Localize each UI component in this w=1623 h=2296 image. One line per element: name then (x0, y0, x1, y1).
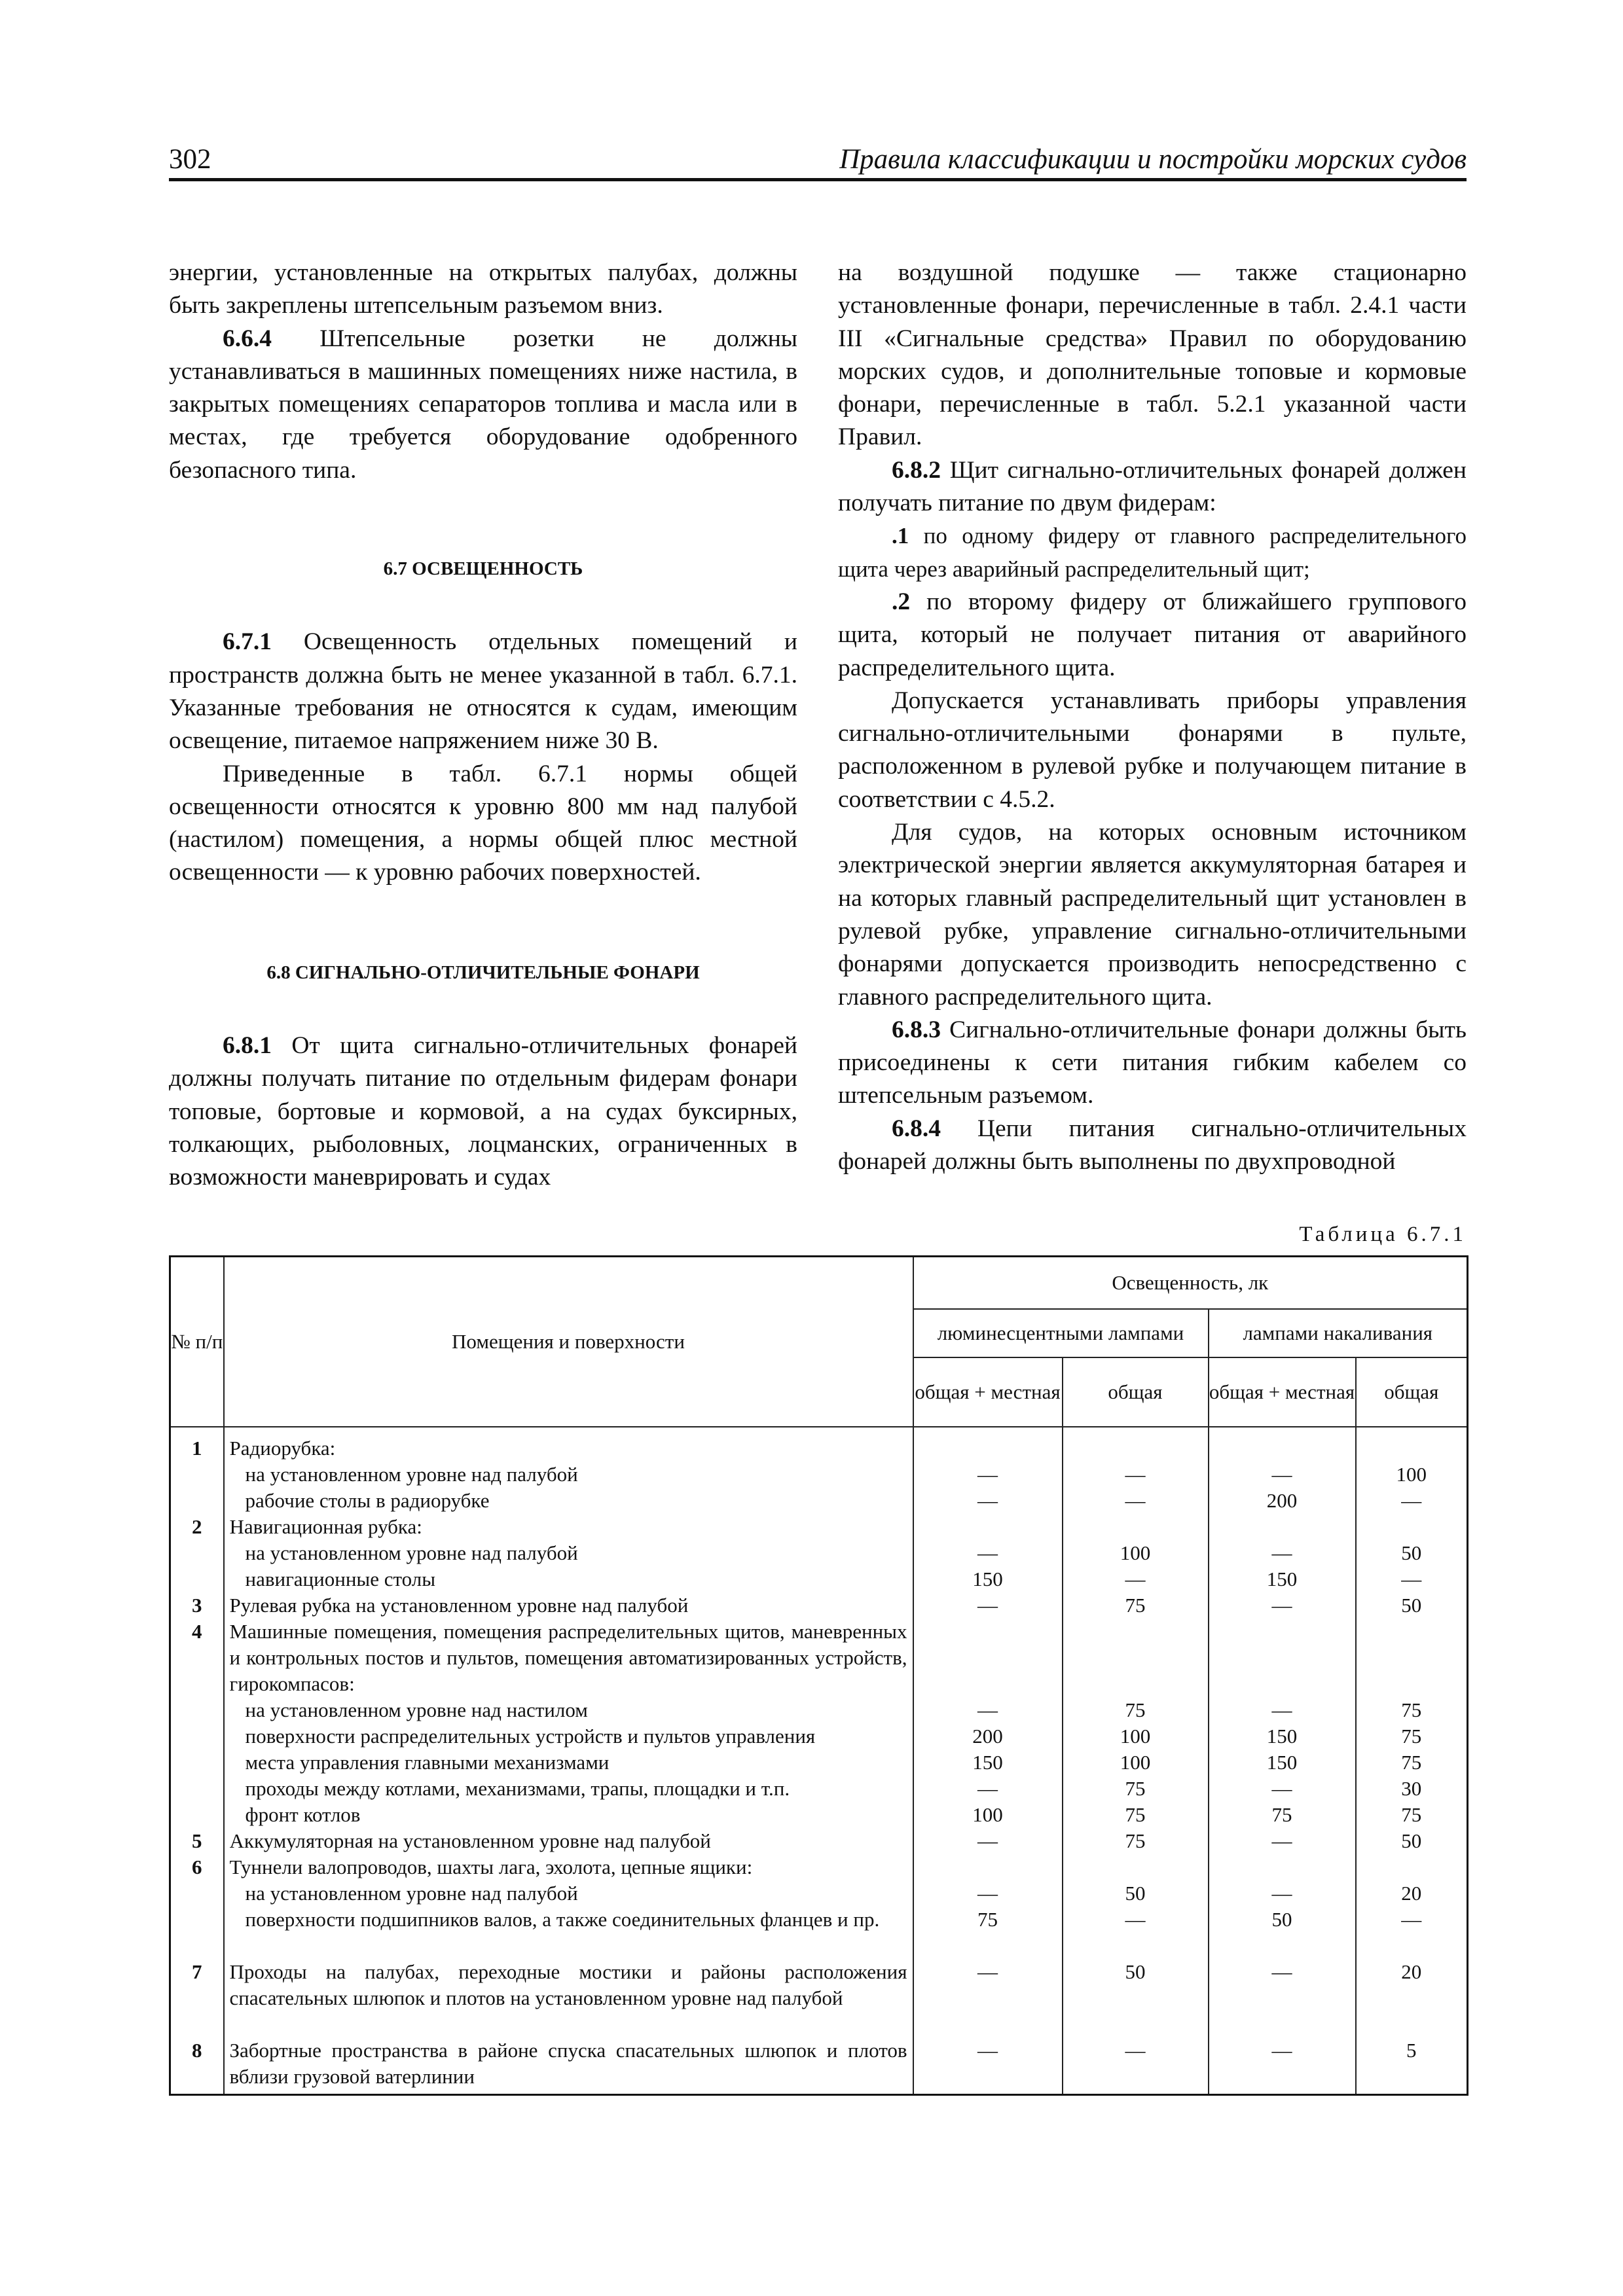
value (1209, 1514, 1355, 1540)
description-line: на установленном уровне над палубой (245, 1882, 578, 1905)
value: — (1125, 1463, 1146, 1486)
row-number: 2 (170, 1514, 224, 1592)
value (1357, 1854, 1467, 1880)
value: — (1125, 1908, 1146, 1931)
value-cell (1209, 1514, 1356, 1592)
value: 150 (972, 1568, 1003, 1590)
row-description (224, 1619, 913, 1828)
value: 75 (1125, 1803, 1146, 1826)
value: 50 (1125, 1882, 1146, 1905)
value: — (1125, 2039, 1146, 2062)
value: — (977, 1882, 998, 1905)
header-rule (169, 178, 1467, 181)
value: 50 (1271, 1908, 1292, 1931)
value: 50 (1125, 1960, 1146, 1983)
value-cell (1356, 1619, 1468, 1828)
value: — (1271, 1777, 1292, 1800)
paragraph: на воздушной подушке — также стационарно установленные фонари, перечисленные в табл. 2.4.1 части III «Сигнальные средства» Правил по оборудованию морских судов, и дополнительные топовые и кормовые фонари, перечисленные в табл. 5.2.1 указанной части Правил. (838, 259, 1467, 451)
value: 75 (977, 1908, 998, 1931)
value: 100 (1120, 1751, 1151, 1774)
clause-number: 6.6.4 (223, 325, 272, 352)
value: 20 (1401, 1960, 1422, 1983)
value: 150 (972, 1751, 1003, 1774)
value: — (977, 1829, 998, 1852)
row-number: 6 (170, 1854, 224, 1959)
table-row (170, 1619, 1468, 1828)
page-number: 302 (169, 144, 211, 175)
value: — (1401, 1908, 1422, 1931)
value: — (1401, 1568, 1422, 1590)
description-line: Радиорубка: (229, 1437, 336, 1460)
column-header-incandescent: лампами накаливания (1209, 1309, 1468, 1357)
paragraph: Приведенные в табл. 6.7.1 нормы общей освещенности относятся к уровню 800 мм над палубой (настилом) помещения, а нормы общей плюс местной освещенности — к уровню рабочих поверхностей. (169, 760, 797, 886)
value-cell (1356, 1427, 1468, 1514)
value-cell (1356, 1514, 1468, 1592)
column-header-general-local: общая + местная (1209, 1357, 1356, 1427)
value: 50 (1401, 1594, 1422, 1617)
column-header-general: общая (1063, 1357, 1209, 1427)
value-cell (1356, 2037, 1468, 2095)
value: 30 (1401, 1777, 1422, 1800)
table-row (170, 1828, 1468, 1854)
column-header-description: Помещения и поверхности (224, 1257, 913, 1427)
value-cell (913, 1592, 1063, 1619)
description-line: фронт котлов (245, 1803, 361, 1826)
value-cell (913, 1828, 1063, 1854)
value: 150 (1266, 1568, 1298, 1590)
value: 100 (972, 1803, 1003, 1826)
value (1209, 1435, 1355, 1462)
value-cell (1063, 1619, 1209, 1828)
row-number: 5 (170, 1828, 224, 1854)
description-line: навигационные столы (245, 1568, 436, 1590)
value (1063, 1619, 1208, 1697)
column-header-fluorescent: люминесцентными лампами (913, 1309, 1209, 1357)
value (1063, 1435, 1208, 1462)
value (1063, 1854, 1208, 1880)
clause-number: 6.7.1 (223, 628, 272, 656)
value: 75 (1401, 1751, 1422, 1774)
value: 75 (1401, 1698, 1422, 1721)
table-row (170, 1514, 1468, 1592)
value: 20 (1401, 1882, 1422, 1905)
value: — (1271, 1882, 1292, 1905)
value-cell (1209, 1619, 1356, 1828)
table-row (170, 1854, 1468, 1959)
description-line: на установленном уровне над настилом (245, 1698, 588, 1721)
value: — (977, 1777, 998, 1800)
table-row (170, 2037, 1468, 2095)
value: 5 (1406, 2039, 1417, 2062)
description-line: Забортные пространства в районе спуска спасательных шлюпок и плотов вблизи грузовой ватерлинии (229, 2039, 907, 2088)
value (1209, 1854, 1355, 1880)
column-header-illuminance: Освещенность, лк (913, 1257, 1468, 1310)
value-cell (1063, 2037, 1209, 2095)
value: 50 (1401, 1541, 1422, 1564)
value: — (977, 1463, 998, 1486)
value: — (1271, 1829, 1292, 1852)
value-cell (1209, 1854, 1356, 1959)
value-cell (1063, 1828, 1209, 1854)
value-cell (1063, 1514, 1209, 1592)
value: 75 (1125, 1698, 1146, 1721)
value (914, 1514, 1062, 1540)
description-line: Аккумуляторная на установленном уровне над палубой (229, 1829, 711, 1852)
clause-number: 6.8.4 (892, 1115, 941, 1142)
paragraph-6-6-4: 6.6.4 Штепсельные розетки не должны устанавливаться в машинных помещениях ниже настила, в закрытых помещениях сепараторов топлива и масла или в местах, где требуется оборудование одобренного безопасного типа. (169, 325, 797, 484)
value: — (1401, 1489, 1422, 1512)
value-cell (913, 1959, 1063, 2037)
paragraph-6-8-1: 6.8.1 От щита сигнально-отличительных фонарей должны получать питание по отдельным фидерам фонари топовые, бортовые и кормовой, а на судах буксирных, толкающих, рыболовных, лоцманских, ограниченных в возможности маневрировать и судах (169, 1032, 797, 1191)
value-cell (1063, 1959, 1209, 2037)
description-line: Навигационная рубка: (229, 1515, 422, 1538)
value (914, 1854, 1062, 1880)
description-line: на установленном уровне над палубой (245, 1541, 578, 1564)
value (914, 1619, 1062, 1697)
value-cell (1356, 1959, 1468, 2037)
value: 100 (1120, 1725, 1151, 1748)
value-cell (1209, 2037, 1356, 2095)
row-number: 8 (170, 2037, 224, 2095)
value: — (1271, 1960, 1292, 1983)
list-item-2: .2 по второму фидеру от ближайшего группового щита, который не получает питания от аварийного распределительного щита. (838, 588, 1467, 681)
description-line: рабочие столы в радиорубке (245, 1489, 490, 1512)
right-column (838, 257, 1467, 1178)
value: 200 (972, 1725, 1003, 1748)
value: 200 (1266, 1489, 1298, 1512)
value: — (977, 1489, 998, 1512)
row-description (224, 1592, 913, 1619)
description-line: места управления главными механизмами (245, 1751, 610, 1774)
value: 75 (1271, 1803, 1292, 1826)
description-line: Рулевая рубка на установленном уровне над палубой (229, 1594, 689, 1617)
value: 75 (1125, 1594, 1146, 1617)
value-cell (913, 1854, 1063, 1959)
paragraph: Допускается устанавливать приборы управления сигнально-отличительными фонарями в пульте, расположенном в рулевой рубке и получающем питание в соответствии с 4.5.2. (838, 687, 1467, 813)
paragraph: энергии, установленные на открытых палубах, должны быть закреплены штепсельным разъемом вниз. (169, 259, 797, 319)
value: — (977, 1594, 998, 1617)
value-cell (1356, 1592, 1468, 1619)
value: — (977, 1541, 998, 1564)
value: — (1271, 1594, 1292, 1617)
page-header (169, 143, 1467, 179)
paragraph-6-8-4: 6.8.4 Цепи питания сигнально-отличительных фонарей должны быть выполнены по двухпроводной (838, 1115, 1467, 1175)
value: 75 (1125, 1829, 1146, 1852)
value (1357, 1619, 1467, 1697)
value: — (977, 1698, 998, 1721)
value: 150 (1266, 1725, 1298, 1748)
table-row (170, 1427, 1468, 1514)
list-item-number: .2 (892, 588, 911, 615)
row-description (224, 1427, 913, 1514)
value: — (1271, 1541, 1292, 1564)
value-cell (1063, 1427, 1209, 1514)
table-body (170, 1427, 1468, 2095)
value: — (1271, 2039, 1292, 2062)
description-line: Машинные помещения, помещения распределительных щитов, маневренных и контрольных постов и пультов, помещения автоматизированных устройств, гирокомпасов: (229, 1620, 907, 1695)
description-line: проходы между котлами, механизмами, трапы, площадки и т.п. (245, 1777, 790, 1800)
value-cell (1209, 1427, 1356, 1514)
value-cell (1356, 1828, 1468, 1854)
value: — (1271, 1463, 1292, 1486)
table-row (170, 1959, 1468, 2037)
value: — (1125, 1489, 1146, 1512)
value-cell (1209, 1959, 1356, 2037)
row-description (224, 2037, 913, 2095)
row-number: 1 (170, 1427, 224, 1514)
clause-number: 6.8.1 (223, 1032, 272, 1060)
value: 100 (1396, 1463, 1427, 1486)
value-cell (1063, 1592, 1209, 1619)
value: — (977, 1960, 998, 1983)
row-number: 4 (170, 1619, 224, 1828)
value (914, 1435, 1062, 1462)
column-header-general-local: общая + местная (913, 1357, 1063, 1427)
value (1209, 1619, 1355, 1697)
description-line: поверхности распределительных устройств и пультов управления (245, 1725, 816, 1748)
description-line: поверхности подшипников валов, а также соединительных фланцев и пр. (245, 1908, 880, 1931)
paragraph-6-8-2: 6.8.2 Щит сигнально-отличительных фонарей должен получать питание по двум фидерам: (838, 456, 1467, 517)
table-row (170, 1592, 1468, 1619)
value-cell (1209, 1592, 1356, 1619)
description-line: Проходы на палубах, переходные мостики и районы расположения спасательных шлюпок и плотов на установленном уровне над палубой (229, 1960, 907, 2009)
value: 75 (1401, 1725, 1422, 1748)
description-line: Туннели валопроводов, шахты лага, эхолота, цепные ящики: (229, 1856, 753, 1878)
clause-number: 6.8.2 (892, 456, 941, 484)
value (1357, 1435, 1467, 1462)
value: 150 (1266, 1751, 1298, 1774)
section-heading-6-7: 6.7 ОСВЕЩЕННОСТЬ (383, 558, 583, 580)
row-number: 3 (170, 1592, 224, 1619)
left-column (169, 257, 797, 1194)
column-header-number: № п/п (170, 1257, 224, 1427)
value-cell (913, 2037, 1063, 2095)
value: 100 (1120, 1541, 1151, 1564)
table-caption: Таблица 6.7.1 (1299, 1223, 1467, 1246)
list-item-1: .1 по одному фидеру от главного распределительного щита через аварийный распределительный щит; (838, 523, 1467, 582)
paragraph: Для судов, на которых основным источником электрической энергии является аккумуляторная батарея и на которых главный распределительный щит установлен в рулевой рубке, управление сигнально-отличительными фонарями допускается производить непосредственно с главного распределительного щита. (838, 819, 1467, 1011)
clause-number: 6.8.3 (892, 1016, 941, 1043)
value-cell (1209, 1828, 1356, 1854)
illumination-table (169, 1255, 1468, 2096)
list-item-number: .1 (892, 523, 909, 549)
value: — (1125, 1568, 1146, 1590)
row-description (224, 1514, 913, 1592)
value: 50 (1401, 1829, 1422, 1852)
value (1063, 1514, 1208, 1540)
row-description (224, 1959, 913, 2037)
paragraph-6-8-3: 6.8.3 Сигнально-отличительные фонари должны быть присоединены к сети питания гибким кабелем со штепсельным разъемом. (838, 1016, 1467, 1109)
value: 75 (1401, 1803, 1422, 1826)
row-number: 7 (170, 1959, 224, 2037)
value-cell (1356, 1854, 1468, 1959)
value (1357, 1514, 1467, 1540)
value: — (1271, 1698, 1292, 1721)
value: — (977, 2039, 998, 2062)
section-heading-6-8: 6.8 СИГНАЛЬНО-ОТЛИЧИТЕЛЬНЫЕ ФОНАРИ (266, 961, 700, 983)
row-description (224, 1828, 913, 1854)
description-line: на установленном уровне над палубой (245, 1463, 578, 1486)
row-description (224, 1854, 913, 1959)
value-cell (913, 1427, 1063, 1514)
column-header-general: общая (1356, 1357, 1468, 1427)
value-cell (913, 1619, 1063, 1828)
value: 75 (1125, 1777, 1146, 1800)
value-cell (913, 1514, 1063, 1592)
value-cell (1063, 1854, 1209, 1959)
paragraph-6-7-1: 6.7.1 Освещенность отдельных помещений и пространств должна быть не менее указанной в табл. 6.7.1. Указанные требования не относятся к судам, имеющим освещение, питаемое напряжением ниже 30 В. (169, 628, 797, 755)
running-title: Правила классификации и постройки морских судов (839, 144, 1467, 175)
